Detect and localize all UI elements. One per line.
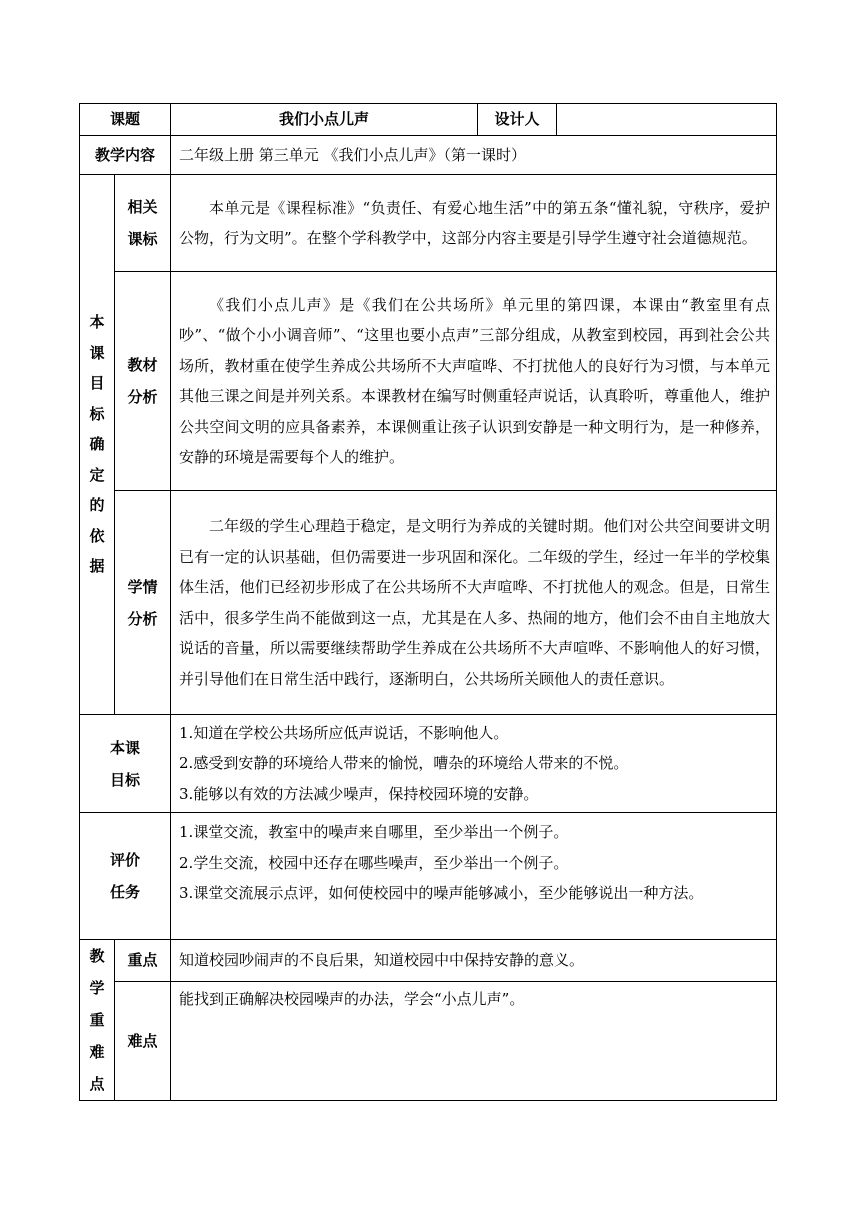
key-points-label-char: 难 [89,1043,105,1061]
standards-text: 本单元是《课程标准》“负责任、有爱心地生活”中的第五条“懂礼貌，守秩序，爱护公物，行为文明”。在整个学科教学中，这部分内容主要是引导学生遵守社会道德规范。 [171,175,777,272]
goals-label-line: 本课 [110,738,141,757]
students-label-line: 分析 [127,609,158,628]
basis-label-char: 目 [89,374,105,393]
goals-label-line: 目标 [110,770,141,789]
goal-item: 1.知道在学校公共场所应低声说话，不影响他人。 [179,723,509,742]
evaluation-row [80,813,777,940]
material-row [80,272,777,491]
difficulty-text: 能找到正确解决校园噪声的办法，学会“小点儿声”。 [171,981,777,1100]
key-points-label-char: 教 [89,947,105,965]
designer-label: 设计人 [478,104,557,136]
goal-item: 3.能够以有效的方法减少噪声，保持校园环境的安静。 [179,784,539,803]
key-points-label-char: 重 [89,1011,105,1029]
basis-label-char: 标 [89,404,105,423]
lesson-plan-table [79,103,777,1101]
basis-label [80,175,115,715]
basis-label-char: 本 [89,313,105,332]
basis-label-char: 依 [89,526,105,545]
key-points-label-char: 学 [89,979,105,997]
content-row [80,136,777,175]
standards-label-line: 相关 [127,198,158,216]
focus-label: 重点 [115,940,171,982]
content-label: 教学内容 [80,136,171,175]
students-row [80,491,777,715]
students-label-line: 学情 [127,577,158,596]
material-label-line: 教材 [127,356,158,374]
material-label-line: 分析 [127,388,158,406]
evaluation-label-line: 评价 [110,851,141,869]
difficulty-label: 难点 [115,981,171,1100]
key-points-label [80,940,115,1101]
standards-label-line: 课标 [127,230,158,248]
students-text: 二年级的学生心理趋于稳定，是文明行为养成的关键时期。他们对公共空间要讲文明已有一定的认识基础，但仍需要进一步巩固和深化。二年级的学生，经过一年半的学校集体生活，他们已经初步形成了在公共场所不大声喧哗、不打扰他人的观念。但是，日常生活中，很多学生尚不能做到这一点，尤其是在人多、热闹的地方，他们会不由自主地放大说话的音量，所以需要继续帮助学生养成在公共场所不大声喧哗、不影响他人的好习惯，并引导他们在日常生活中践行，逐渐明白，公共场所关顾他人的责任意识。 [171,491,777,715]
focus-text: 知道校园吵闹声的不良后果，知道校园中中保持安静的意义。 [171,940,777,982]
students-label [115,491,171,715]
evaluation-item: 2.学生交流，校园中还存在哪些噪声，至少举出一个例子。 [179,853,569,872]
content-value: 二年级上册 第三单元 《我们小点儿声》（第一课时） [171,136,777,175]
key-points-label-char: 点 [89,1075,105,1093]
topic-row [80,104,777,136]
difficulty-row [80,981,777,1100]
goals-label [80,715,171,813]
focus-row [80,940,777,982]
evaluation-item: 1.课堂交流，教室中的噪声来自哪里，至少举出一个例子。 [179,823,569,841]
evaluation-label-line: 任务 [110,883,141,901]
topic-value: 我们小点儿声 [171,104,478,136]
evaluation-label [80,813,171,940]
material-label [115,272,171,491]
evaluation-item: 3.课堂交流展示点评，如何使校园中的噪声能够减小，至少能够说出一种方法。 [179,884,704,902]
material-text: 《我们小点儿声》是《我们在公共场所》单元里的第四课，本课由“教室里有点吵”、“做个小小调音师”、“这里也要小点声”三部分组成，从教室到校园，再到社会公共场所，教材重在使学生养成公共场所不大声喧哗、不打扰他人的良好行为习惯，与本单元其他三课之间是并列关系。本课教材在编写时侧重轻声说话，认真聆听，尊重他人，维护公共空间文明的应具备素养，本课侧重让孩子认识到安静是一种文明行为，是一种修养，安静的环境是需要每个人的维护。 [171,272,777,491]
designer-value [557,104,777,136]
evaluation-list [171,813,777,940]
goals-row [80,715,777,813]
standards-row [80,175,777,272]
goal-item: 2.感受到安静的环境给人带来的愉悦，嘈杂的环境给人带来的不悦。 [179,754,629,773]
basis-label-char: 确 [89,435,105,454]
basis-label-char: 的 [89,496,105,515]
basis-label-char: 课 [89,343,105,362]
basis-label-char: 据 [89,557,105,576]
goals-list [171,715,777,813]
standards-label [115,175,171,272]
basis-label-char: 定 [89,465,105,484]
topic-label: 课题 [80,104,171,136]
